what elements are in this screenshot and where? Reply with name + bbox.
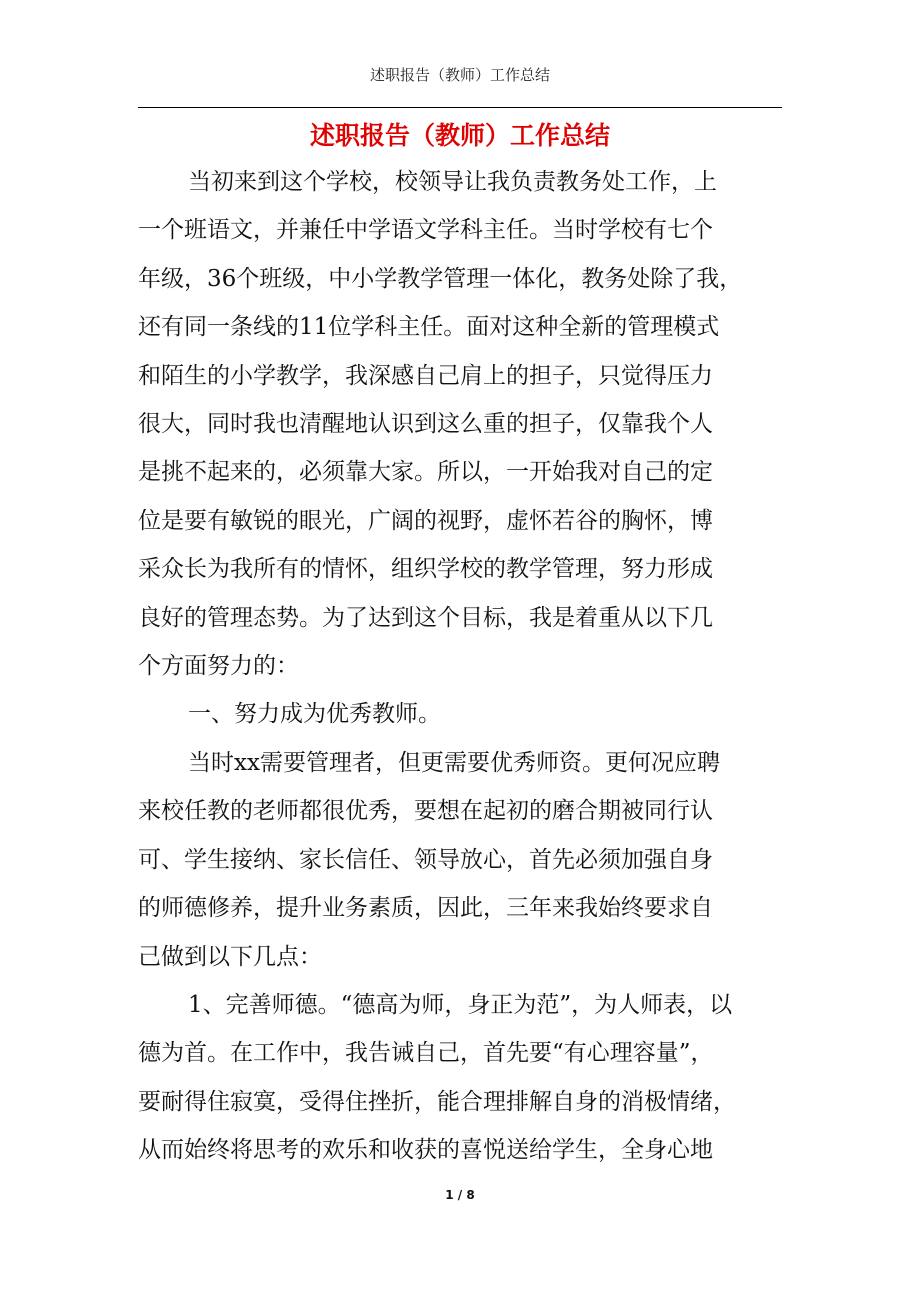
- body-line: 1、完善师德。“德高为师，身正为范”，为人师表，以: [188, 991, 733, 1018]
- document-body: [138, 158, 788, 1175]
- body-line: 很大，同时我也清醒地认识到这么重的担子，仅靠我个人: [138, 411, 713, 438]
- body-line: 还有同一条线的11位学科主任。面对这种全新的管理模式: [138, 314, 720, 341]
- body-line: 德为首。在工作中，我告诫自己，首先要“有心理容量”，: [138, 1040, 714, 1067]
- body-line: 要耐得住寂寞，受得住挫折，能合理排解自身的消极情绪，: [138, 1088, 736, 1115]
- body-line: 从而始终将思考的欢乐和收获的喜悦送给学生，全身心地: [138, 1137, 713, 1164]
- body-line: 一个班语文，并兼任中学语文学科主任。当时学校有七个: [138, 217, 713, 244]
- header-divider: [138, 107, 782, 108]
- body-line: 和陌生的小学教学，我深感自己肩上的担子，只觉得压力: [138, 362, 713, 389]
- body-line: 己做到以下几点：: [138, 943, 322, 970]
- body-line: 个方面努力的：: [138, 653, 299, 680]
- page-number: 1 / 8: [445, 1188, 475, 1202]
- section-heading: 一、努力成为优秀教师。: [188, 701, 441, 728]
- body-line: 位是要有敏锐的眼光，广阔的视野，虚怀若谷的胸怀，博: [138, 507, 713, 534]
- page-header: 述职报告（教师）工作总结: [369, 66, 550, 84]
- body-line: 是挑不起来的，必须靠大家。所以，一开始我对自己的定: [138, 459, 713, 486]
- body-line: 年级，36个班级，中小学教学管理一体化，教务处除了我，: [138, 265, 743, 292]
- body-line: 良好的管理态势。为了达到这个目标，我是着重从以下几: [138, 604, 713, 631]
- body-line: 的师德修养，提升业务素质，因此，三年来我始终要求自: [138, 895, 713, 922]
- body-line: 当时xx需要管理者，但更需要优秀师资。更何况应聘: [188, 749, 720, 776]
- body-line: 可、学生接纳、家长信任、领导放心，首先必须加强自身: [138, 846, 713, 873]
- body-line: 采众长为我所有的情怀，组织学校的教学管理，努力形成: [138, 556, 713, 583]
- document-title: 述职报告（教师）工作总结: [309, 121, 610, 150]
- body-line: 来校任教的老师都很优秀，要想在起初的磨合期被同行认: [138, 798, 713, 825]
- body-line: 当初来到这个学校，校领导让我负责教务处工作，上: [188, 169, 717, 195]
